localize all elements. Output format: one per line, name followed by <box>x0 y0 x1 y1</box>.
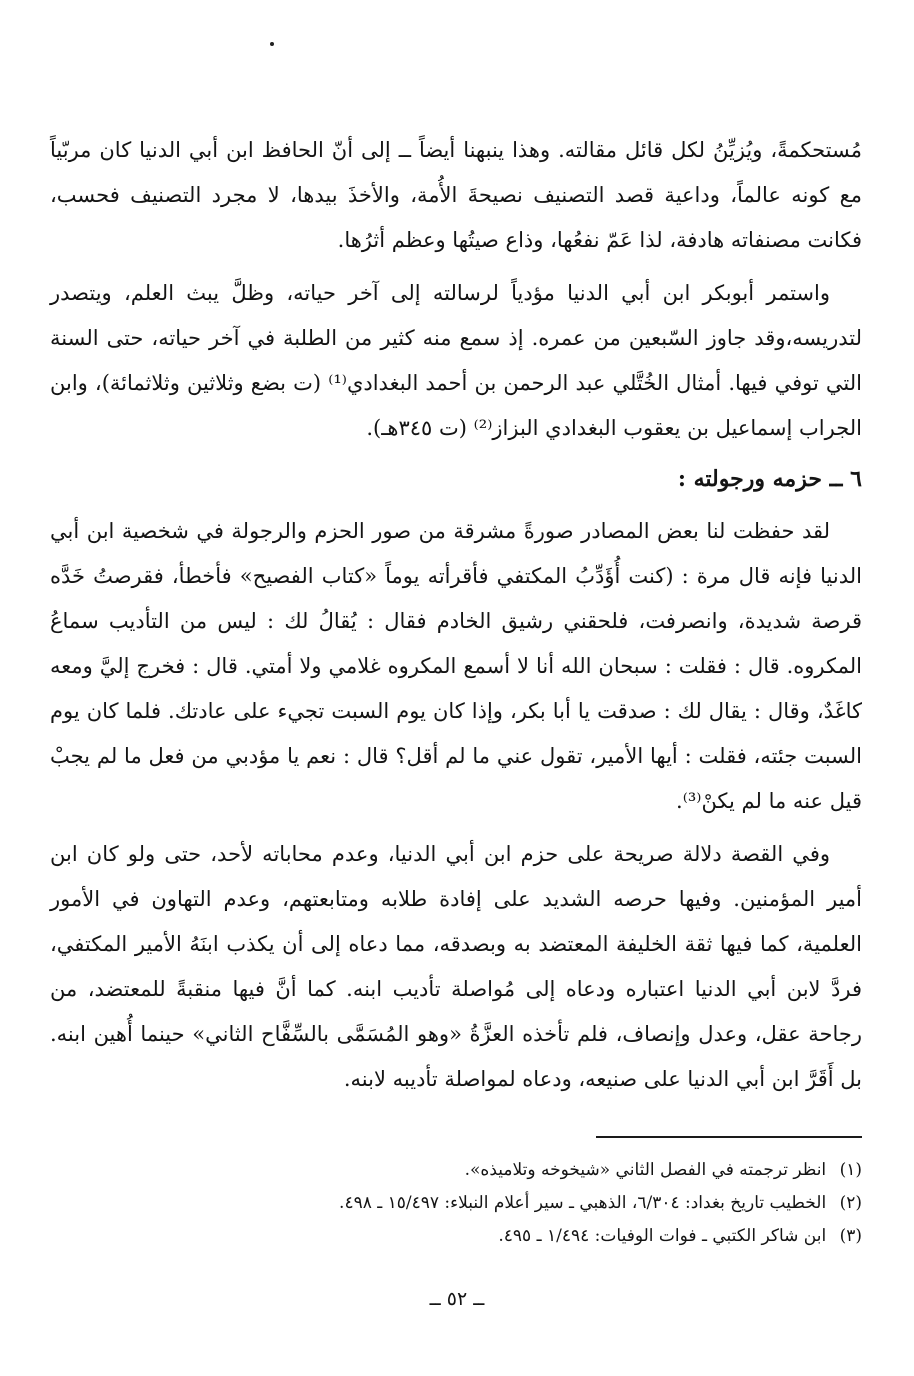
footnote-text: ابن شاكر الكتبي ـ فوات الوفيات: ١/٤٩٤ ـ ٤٩٥. <box>498 1226 827 1246</box>
paragraph: مُستحكمةً، ويُزيِّنُ لكل قائل مقالته. وهذا ينبهنا أيضاً ــ إلى أنّ الحافظ ابن أبي الدنيا كان مربّياً مع كونه عالماً، وداعية قصد التصنيف نصيحةَ الأُمة، والأخذَ بيدها، لا مجرد التصنيف فحسب، فكانت مصنفاته هادفة، لذا عَمّ نفعُها، وذاع صيتُها وعظم أثرُها. <box>50 138 862 252</box>
page-number: ــ ٥٢ ــ <box>429 1288 485 1310</box>
footnotes <box>50 1154 862 1253</box>
footnote-item <box>50 1154 862 1187</box>
footnote-item <box>50 1187 862 1220</box>
footnote-text: انظر ترجمته في الفصل الثاني «شيخوخه وتلاميذه». <box>464 1160 827 1180</box>
ink-speck <box>270 42 274 46</box>
footnote-divider <box>596 1136 862 1138</box>
footnote-item <box>50 1220 862 1253</box>
paragraph: وفي القصة دلالة صريحة على حزم ابن أبي الدنيا، وعدم محاباته لأحد، حتى ولو كان ابن أمير المؤمنين. وفيها حرصه الشديد على إفادة طلابه ومتابعتهم، وعدم التهاون في الأمور العلمية، كما فيها ثقة الخليفة المعتضد به وبصدقه، مما دعاه إلى أن يكذب ابنَهُ الأمير المكتفي، فردَّ لابن أبي الدنيا اعتباره ودعاه إلى مُواصلة تأديب ابنه. كما أنَّ فيها منقبةً للمعتضد، من رجاحة عقل، وعدل وإنصاف، فلم تأخذه العزَّةُ «وهو المُسَمَّى بالسِّفَّاح الثاني» حينما أُهين ابنه. بل أَقَرَّ ابن أبي الدنيا على صنيعه، ودعاه لمواصلة تأديبه لابنه. <box>50 842 862 1091</box>
footnote-number: (١) <box>839 1160 862 1180</box>
paragraph: لقد حفظت لنا بعض المصادر صورةً مشرقة من صور الحزم والرجولة في شخصية ابن أبي الدنيا فإنه قال مرة : (كنت أُؤَدِّبُ المكتفي فأقرأته يوماً «كتاب الفصيح» فأخطأ، فقرصتُ خَدَّه قرصة شديدة، وانصرفت، فلحقني رشيق الخادم فقال : يُقالُ لك : ليس من التأديب سماعُ المكروه. قال : فقلت : سبحان الله أنا لا أسمع المكروه غلامي ولا أمتي. قال : فخرج إليَّ ومعه كاغَدٌ، وقال : يقال لك : صدقت يا أبا بكر، وإذا كان يوم السبت تجيء على عادتك. فلما كان يوم السبت جئته، فقلت : أيها الأمير، تقول عني ما لم أقل؟ قال : نعم يا مؤدبي من فعل ما لم يجبْ قيل عنه ما لم يكنْ⁽³⁾. <box>50 519 862 813</box>
main-text <box>50 128 862 1110</box>
footnote-number: (٢) <box>839 1193 862 1213</box>
footnote-number: (٣) <box>839 1226 862 1246</box>
section-heading: ٦ ــ حزمه ورجولته : <box>677 466 862 492</box>
paragraph: واستمر أبوبكر ابن أبي الدنيا مؤدياً لرسالته إلى آخر حياته، وظلَّ يبث العلم، ويتصدر لتدريسه،وقد جاوز السّبعين من عمره. إذ سمع منه كثير من الطلبة في آخر حياته، حتى السنة التي توفي فيها. أمثال الخُتَّلي عبد الرحمن بن أحمد البغدادي⁽¹⁾ (ت بضع وثلاثين وثلاثمائة)، وابن الجراب إسماعيل بن يعقوب البغدادي البزاز⁽²⁾ (ت ٣٤٥هـ). <box>50 281 862 440</box>
footnote-text: الخطيب تاريخ بغداد: ٦/٣٠٤، الذهبي ـ سير أعلام النبلاء: ١٥/٤٩٧ ـ ٤٩٨. <box>339 1193 827 1213</box>
